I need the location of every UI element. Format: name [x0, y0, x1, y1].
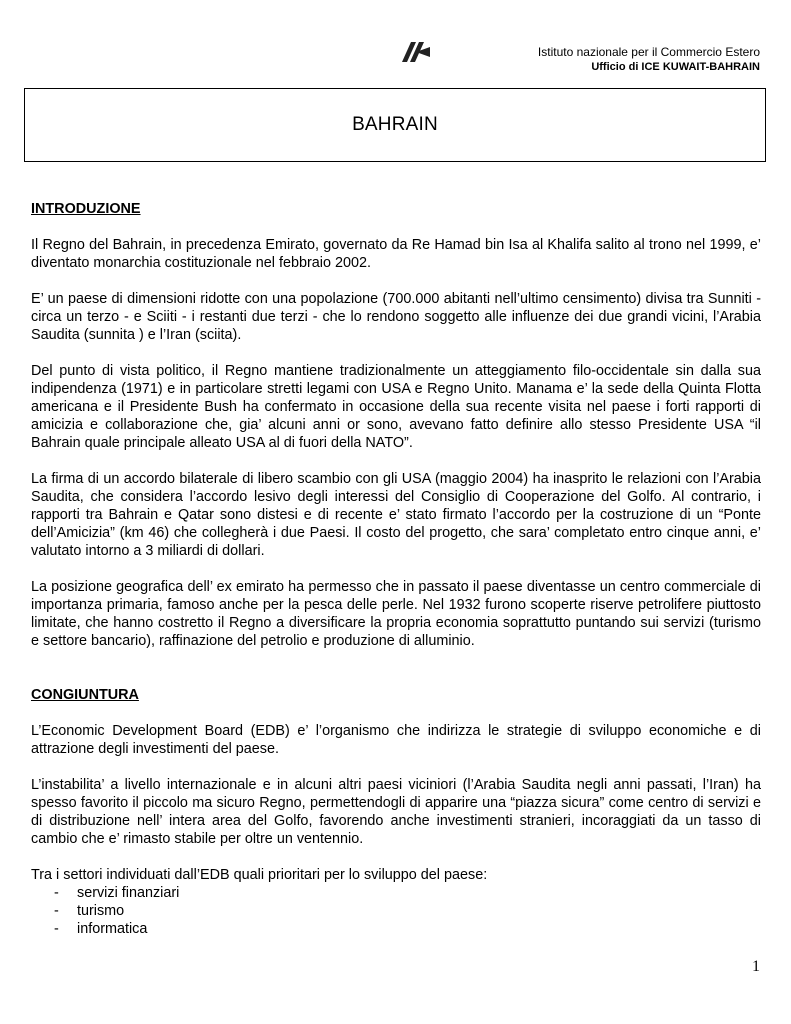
org-header [538, 45, 760, 75]
list-item: - turismo [31, 902, 761, 920]
list-item: - servizi finanziari [31, 884, 761, 902]
ice-logo-icon [398, 38, 434, 66]
page-number: 1 [752, 958, 760, 975]
title-box [24, 88, 766, 162]
paragraph: La firma di un accordo bilaterale di libero scambio con gli USA (maggio 2004) ha inasprito le relazioni con l’Arabia Saudita, che considera l’accordo lesivo degli interessi del Consiglio di Cooperazione del Golfo. Al contrario, i rapporti tra Bahrain e Qatar sono distesi e di recente e’ stato firmato l’accordo per la costruzione di un “Ponte dell’Amicizia” (km 46) che collegherà i due Paesi. Il costo del progetto, che sara’ completato entro cinque anni, e’ valutato intorno a 3 miliardi di dollari. [31, 471, 761, 559]
section-heading-congiuntura: CONGIUNTURA [31, 687, 139, 703]
page-title: BAHRAIN [352, 114, 438, 135]
list-item: - informatica [31, 920, 761, 938]
paragraph: Del punto di vista politico, il Regno mantiene tradizionalmente un atteggiamento filo-occidentale sin dalla sua indipendenza (1971) e in particolare stretti legami con USA e Regno Unito. Manama e’ la sede della Quinta Flotta americana e il Presidente Bush ha confermato in occasione della sua recente visita nel paese i forti rapporti di amicizia e collaborazione che, gia’ alcuni anni or sono, avevano fatto definire allo stesso Presidente USA “il Bahrain quale principale alleato USA al di fuori della NATO”. [31, 363, 761, 451]
sector-list [31, 884, 761, 938]
paragraph: L’Economic Development Board (EDB) e’ l’organismo che indirizza le strategie di sviluppo economiche e di attrazione degli investimenti del paese. [31, 723, 761, 757]
document-body [31, 200, 761, 938]
office-name: Ufficio di ICE KUWAIT-BAHRAIN [591, 61, 760, 73]
paragraph: E’ un paese di dimensioni ridotte con una popolazione (700.000 abitanti nell’ultimo censimento) divisa tra Sunniti - circa un terzo - e Sciiti - i restanti due terzi - che lo rendono soggetto alle influenze dei due grandi vicini, l’Arabia Saudita (sunnita ) e l’Iran (sciita). [31, 291, 761, 343]
paragraph: Il Regno del Bahrain, in precedenza Emirato, governato da Re Hamad bin Isa al Khalifa salito al trono nel 1999, e’ diventato monarchia costituzionale nel febbraio 2002. [31, 237, 761, 271]
paragraph: La posizione geografica dell’ ex emirato ha permesso che in passato il paese diventasse un centro commerciale di importanza primaria, famoso anche per la pesca delle perle. Nel 1932 furono scoperte riserve petrolifere piuttosto limitate, che hanno costretto il Regno a diversificare la propria economia soprattutto puntando sui servizi (turismo e settore bancario), raffinazione del petrolio e produzione di alluminio. [31, 579, 761, 649]
section-heading-introduzione: INTRODUZIONE [31, 201, 141, 217]
paragraph: Tra i settori individuati dall’EDB quali prioritari per lo sviluppo del paese: [31, 867, 488, 883]
paragraph: L’instabilita’ a livello internazionale e in alcuni altri paesi viciniori (l’Arabia Saudita negli anni passati, l’Iran) ha spesso favorito il piccolo ma sicuro Regno, permettendogli di apparire una “piazza sicura” come centro di servizi e di distribuzione nell’ intera area del Golfo, favorendo anche investimenti stranieri, incoraggiati da un tasso di cambio che e’ rimasto stabile per oltre un ventennio. [31, 777, 761, 847]
org-name: Istituto nazionale per il Commercio Estero [537, 45, 760, 59]
